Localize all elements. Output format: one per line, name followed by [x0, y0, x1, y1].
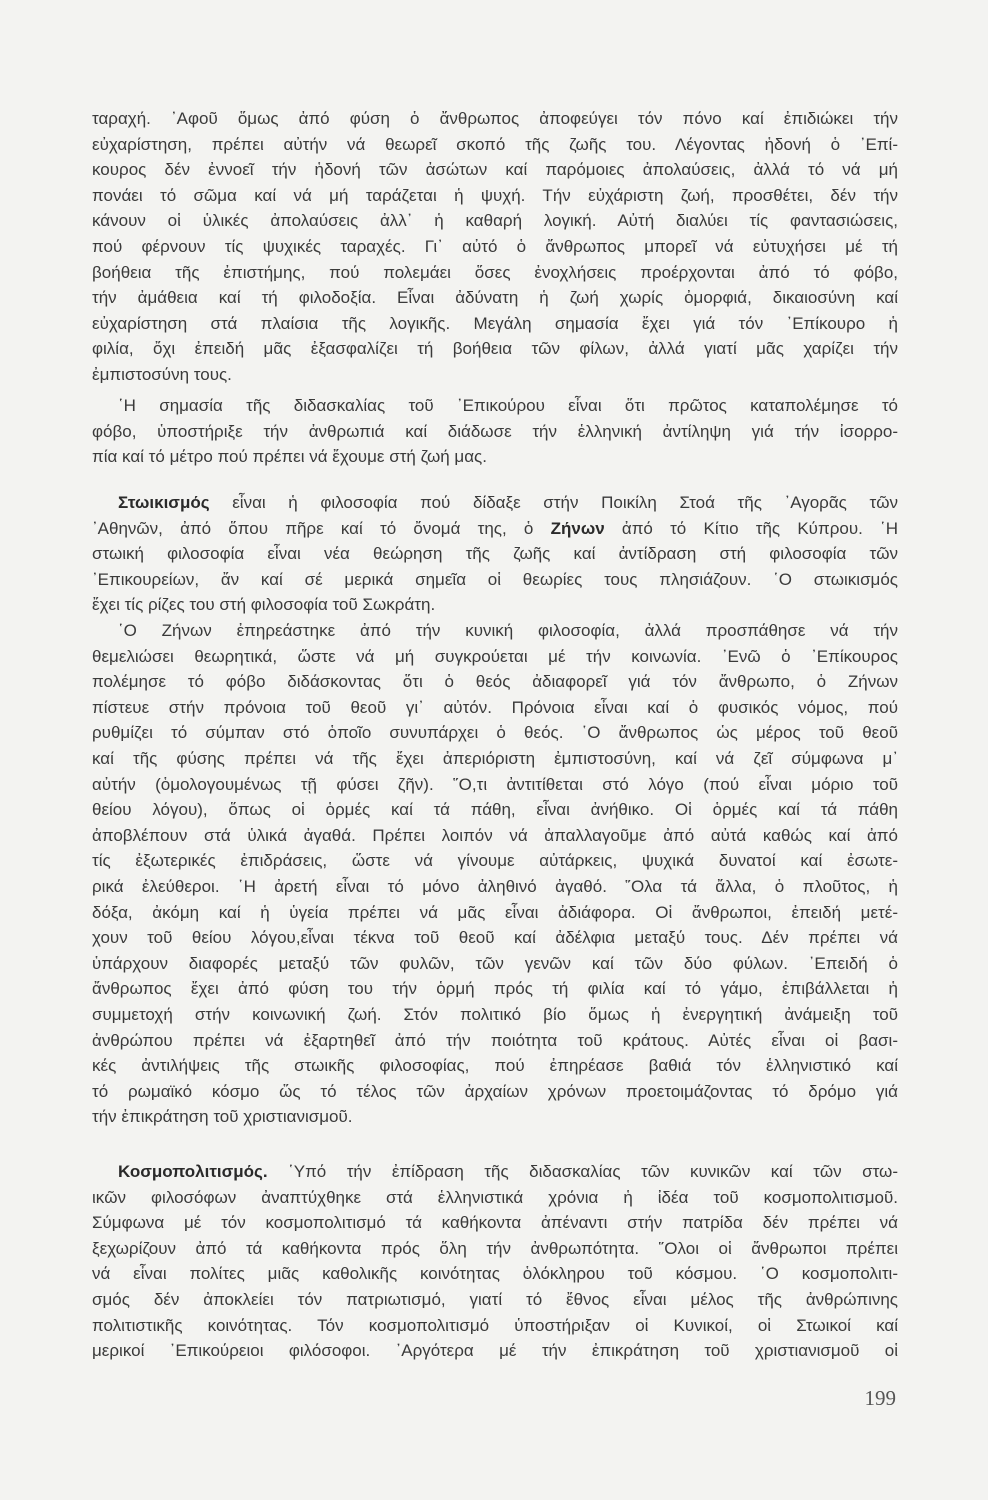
text-line: σμός δέν ἀποκλείει τόν πατριωτισμό, γιατί τό ἔθνος εἶναι μέλος τῆς ἀνθρώπινης: [92, 1289, 898, 1309]
text-segment: εἶναι ἡ φιλοσοφία πού δίδαξε στήν Ποικίλη Στοά τῆς ᾿Αγορᾶς τῶν: [209, 493, 898, 512]
text-line: πίστευε στήν πρόνοια τοῦ θεοῦ γι᾿ αὐτόν. Πρόνοια εἶναι καί ὁ φυσικός νόμος, πού: [92, 697, 898, 717]
text-line: τήν ἐπικράτηση τοῦ χριστιανισμοῦ.: [92, 1107, 353, 1127]
bold-term: Ζήνων: [550, 518, 605, 538]
text-line: Σύμφωνα μέ τόν κοσμοπολιτισμό τά καθήκοντα ἀπέναντι στήν πατρίδα δέν πρέπει νά: [92, 1213, 898, 1233]
text-line: τήν ἀμάθεια καί τή φιλοδοξία. Εἶναι ἀδύνατη ἡ ζωή χωρίς ὀμορφιά, δικαιοσύνη καί: [92, 288, 898, 308]
paragraph-stoicism-intro: [92, 490, 898, 618]
text-line: πολέμησε τό φόβο διδάσκοντας ὅτι ὁ θεός ἀδιαφορεῖ γιά τόν ἄνθρωπο, ὁ Ζήνων: [92, 672, 898, 692]
text-line: ρικά ἐλεύθεροι. ῾Η ἀρετή εἶναι τό μόνο ἀληθινό ἀγαθό. ῞Ολα τά ἄλλα, ὁ πλοῦτος, ἡ: [92, 876, 898, 896]
text-line: κάνουν οἱ ὑλικές ἀπολαύσεις ἀλλ᾿ ἡ καθαρή λογική. Αὐτή διαλύει τίς φαντασιώσεις,: [92, 211, 898, 231]
text-segment: ἀπό τό Κίτιο τῆς Κύπρου. ῾Η: [604, 518, 898, 538]
text-line: κουρος δέν ἐννοεῖ τήν ἡδονή τῶν ἀσώτων καί παρόμοιες ἀπολαύσεις, ἀλλά τό νά μή: [92, 160, 898, 180]
text-line: ἐμπιστοσύνη τους.: [92, 364, 232, 384]
text-line: στωική φιλοσοφία εἶναι νέα θεώρηση τῆς ζωῆς καί ἀντίδραση στή φιλοσοφία τῶν: [92, 544, 898, 564]
text-line: τίς ἐξωτερικές ἐπιδράσεις, ὥστε νά γίνουμε αὐτάρκεις, ψυχικά δυνατοί καί ἐσωτε-: [92, 851, 898, 871]
paragraph-cosmopolitanism: [92, 1159, 898, 1364]
text-line: εὐχαρίστηση στά πλαίσια τῆς λογικῆς. Μεγάλη σημασία ἔχει γιά τόν ᾿Επίκουρο ἡ: [92, 313, 898, 333]
text-line: [92, 490, 898, 516]
text-segment: ῾Υπό τήν ἐπίδραση τῆς διδασκαλίας τῶν κυνικῶν καί τῶν στω-: [267, 1162, 898, 1181]
text-segment: ᾿Αθηνῶν, ἀπό ὅπου πῆρε καί τό ὄνομά της, ὁ: [92, 518, 551, 538]
paragraph-epicurus-pleasure: [92, 106, 898, 388]
text-line: δόξα, ἀκόμη καί ἡ ὑγεία πρέπει νά μᾶς εἶναι ἀδιάφορα. Οἱ ἄνθρωποι, ἐπειδή μετέ-: [92, 902, 898, 922]
text-line: ᾿Επικουρείων, ἄν καί σέ μερικά σημεῖα οἱ θεωρίες τους πλησιάζουν. ῾Ο στωικισμός: [92, 569, 898, 589]
text-line: ταραχή. ᾿Αφοῦ ὅμως ἀπό φύση ὁ ἄνθρωπος ἀποφεύγει τόν πόνο καί ἐπιδιώκει τήν: [92, 109, 898, 128]
text-line: ξεχωρίζουν ἀπό τά καθήκοντα πρός ὅλη τήν ἀνθρωπότητα. ῞Ολοι οἱ ἄνθρωποι πρέπει: [92, 1238, 898, 1258]
text-line: συμμετοχή στήν κοινωνική ζωή. Στόν πολιτικό βίο ὅμως ἡ ἐνεργητική ἀνάμειξη τοῦ: [92, 1004, 898, 1024]
text-line: πία καί τό μέτρο πού πρέπει νά ἔχουμε στή ζωή μας.: [92, 447, 487, 467]
paragraph-epicurus-significance: [92, 393, 898, 470]
text-line: θεμελιώσει θεωρητικά, ὥστε νά μή συγκρούεται μέ τήν κοινωνία. ᾿Ενῶ ὁ ᾿Επίκουρος: [92, 646, 898, 666]
text-line: ῾Η σημασία τῆς διδασκαλίας τοῦ ᾿Επικούρου εἶναι ὅτι πρῶτος καταπολέμησε τό: [118, 396, 898, 415]
text-line: ὑπάρχουν διαφορές μεταξύ τῶν φυλῶν, τῶν γενῶν καί τῶν δύο φύλων. ᾿Επειδή ὁ: [92, 953, 898, 973]
text-line: θείου λόγου), ὅπως οἱ ὁρμές καί τά πάθη, εἶναι ἀνήθικο. Οἱ ὁρμές καί τά πάθη: [92, 800, 898, 820]
text-line: νά εἶναι πολίτες μιᾶς καθολικῆς κοινότητας ὁλόκληρου τοῦ κόσμου. ῾Ο κοσμοπολιτι-: [92, 1264, 898, 1284]
text-line: καί τῆς φύσης πρέπει νά τῆς ἔχει ἀπεριόριστη ἐμπιστοσύνη, καί νά ζεῖ σύμφωνα μ᾿: [92, 748, 898, 768]
text-line: ῾Ο Ζήνων ἐπηρεάστηκε ἀπό τήν κυνική φιλοσοφία, ἀλλά προσπάθησε νά τήν: [118, 621, 898, 640]
text-line: εὐχαρίστηση, πρέπει αὐτήν νά θεωρεῖ σκοπό τῆς ζωῆς του. Λέγοντας ἡδονή ὁ ᾿Επί-: [92, 134, 898, 154]
text-line: βοήθεια τῆς ἐπιστήμης, πού πολεμάει ὅσες ἐνοχλήσεις προέρχονται ἀπό τό φόβο,: [92, 262, 898, 282]
text-line: μερικοί ᾿Επικούρειοι φιλόσοφοι. ᾿Αργότερα μέ τήν ἐπικράτηση τοῦ χριστιανισμοῦ οἱ: [92, 1341, 898, 1361]
text-line: χουν τοῦ θείου λόγου,εἶναι τέκνα τοῦ θεοῦ καί ἀδέλφια μεταξύ τους. Δέν πρέπει νά: [92, 928, 898, 948]
bold-term: Κοσμοπολιτισμός.: [118, 1162, 268, 1181]
paragraph-zeno: [92, 618, 898, 1130]
text-line: πού φέρνουν τίς ψυχικές ταραχές. Γι᾿ αὐτό ὁ ἄνθρωπος μπορεῖ νά εὐτυχήσει μέ τή: [92, 236, 898, 256]
bold-term: Στωικισμός: [118, 493, 210, 512]
text-line: [92, 516, 898, 542]
text-line: πολιτιστικῆς κοινότητας. Τόν κοσμοπολιτισμό ὑποστήριξαν οἱ Κυνικοί, οἱ Στωικοί καί: [92, 1315, 898, 1335]
text-line: ἄνθρωπος ἔχει ἀπό φύση του τήν ὁρμή πρός τή φιλία καί τό γάμο, ἐπιβάλλεται ἡ: [92, 979, 898, 999]
text-line: κές ἀντιλήψεις τῆς στωικῆς φιλοσοφίας, πού ἐπηρέασε βαθιά τόν ἑλληνιστικό καί: [92, 1056, 898, 1076]
text-line: [92, 1159, 898, 1185]
text-line: ικῶν φιλοσόφων ἀναπτύχθηκε στά ἑλληνιστικά χρόνια ἡ ἰδέα τοῦ κοσμοπολιτισμοῦ.: [92, 1187, 898, 1207]
text-line: ρυθμίζει τό σύμπαν στό ὁποῖο συνυπάρχει ὁ θεός. ῾Ο ἄνθρωπος ὡς μέρος τοῦ θεοῦ: [92, 723, 898, 743]
text-line: τό ρωμαϊκό κόσμο ὥς τό τέλος τῶν ἀρχαίων χρόνων προετοιμάζοντας τό δρόμο γιά: [92, 1081, 898, 1101]
text-line: φιλία, ὄχι ἐπειδή μᾶς ἐξασφαλίζει τή βοήθεια τῶν φίλων, ἀλλά γιατί μᾶς χαρίζει τήν: [92, 339, 898, 359]
text-line: φόβο, ὑποστήριξε τήν ἀνθρωπιά καί διάδωσε τήν ἑλληνική ἀντίληψη γιά τήν ἰσορρο-: [92, 421, 898, 441]
text-line: ἔχει τίς ρίζες του στή φιλοσοφία τοῦ Σωκράτη.: [92, 595, 436, 615]
page-number: 199: [864, 1386, 896, 1410]
text-line: αὐτήν (ὁμολογουμένως τῇ φύσει ζῆν). ῞Ο,τι ἀντιτίθεται στό λόγο (πού εἶναι μόριο τοῦ: [92, 774, 898, 794]
text-line: ἀποβλέπουν στά ὑλικά ἀγαθά. Πρέπει λοιπόν νά ἀπαλλαγοῦμε ἀπό αὐτά καθώς καί ἀπό: [92, 825, 898, 845]
text-line: πονάει τό σῶμα καί νά μή ταράζεται ἡ ψυχή. Τήν εὐχάριστη ζωή, προσθέτει, δέν τήν: [92, 185, 898, 205]
text-line: ἀνθρώπου πρέπει νά ἐξαρτηθεῖ ἀπό τήν ποιότητα τοῦ κράτους. Αὐτές εἶναι οἱ βασι-: [92, 1030, 898, 1050]
